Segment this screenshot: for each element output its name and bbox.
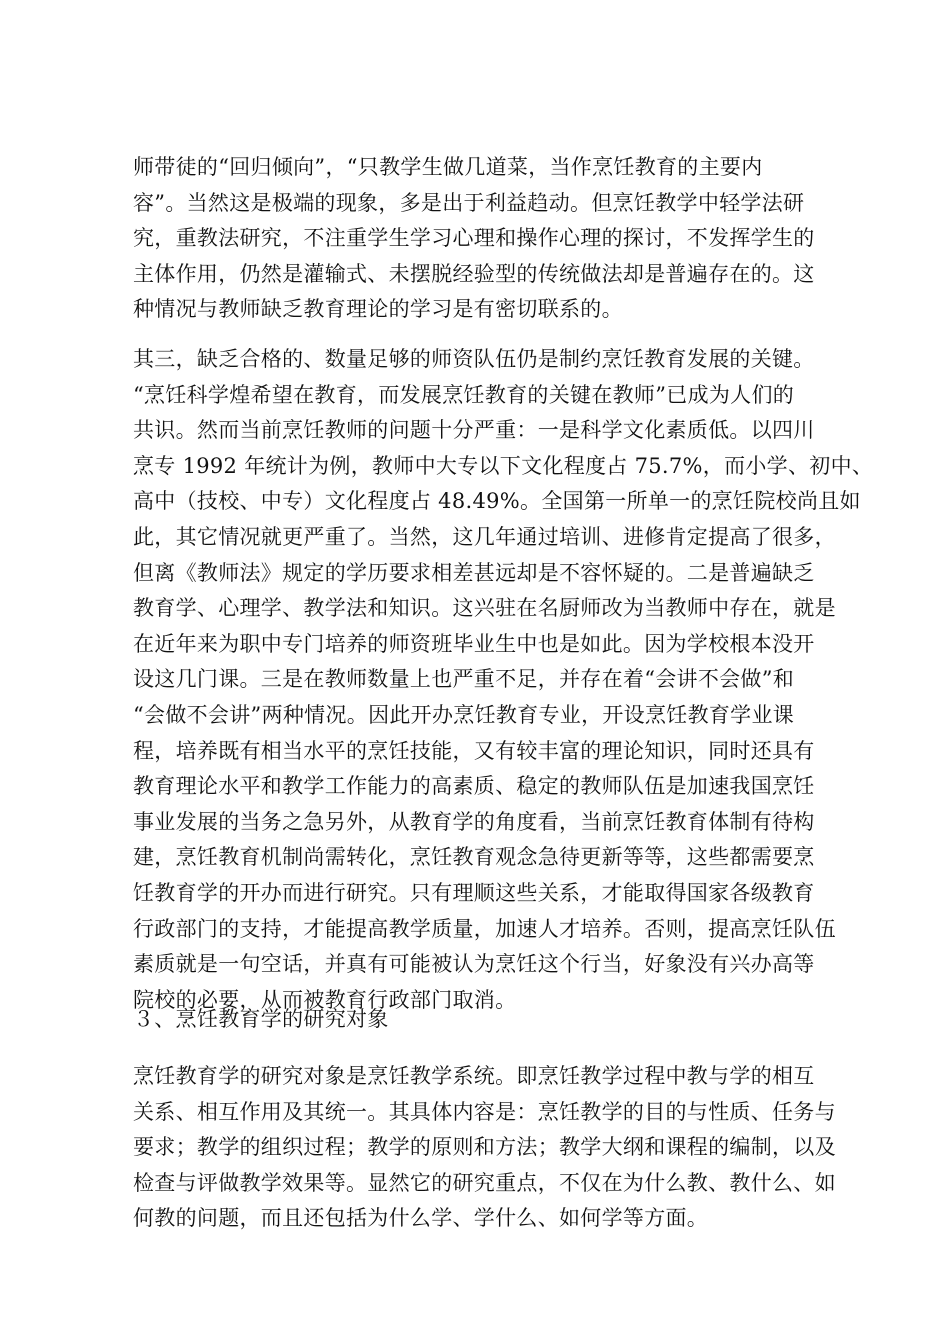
text-line: 共识。然而当前烹饪教师的问题十分严重：一是科学文化素质低。以四川 — [133, 418, 815, 443]
section-heading — [133, 1002, 833, 1038]
text-line: 高中（技校、中专）文化程度占 48.49%。全国第一所单一的烹饪院校尚且如 — [133, 489, 861, 514]
text-line: 但离《教师法》规定的学历要求相差甚远却是不容怀疑的。二是普遍缺乏 — [133, 560, 815, 585]
text-line: 烹饪教育学的研究对象是烹饪教学系统。即烹饪教学过程中教与学的相互 — [133, 1064, 815, 1088]
text-line: 此，其它情况就更严重了。当然，这几年通过培训、进修肯定提高了很多， — [133, 524, 836, 549]
text-line: 行政部门的支持，才能提高教学质量，加速人才培养。否则，提高烹饪队伍 — [133, 916, 836, 941]
paragraph-teaching-method — [133, 150, 833, 328]
text-line: 教育理论水平和教学工作能力的高素质、稳定的教师队伍是加速我国烹饪 — [133, 774, 815, 799]
text-line: “烹饪科学煌希望在教育，而发展烹饪教育的关键在教师”已成为人们的 — [133, 382, 795, 407]
text-line: 事业发展的当务之急另外，从教育学的角度看，当前烹饪教育体制有待构 — [133, 809, 815, 834]
text-line: 素质就是一句空话，并真有可能被认为烹饪这个行当，好象没有兴办高等 — [133, 952, 815, 977]
text-line: 要求；教学的组织过程；教学的原则和方法；教学大纲和课程的编制，以及 — [133, 1135, 836, 1160]
text-line: 师带徒的“回归倾向”，“只教学生做几道菜，当作烹饪教育的主要内 — [133, 155, 763, 179]
text-line: 教育学、心理学、教学法和知识。这兴驻在名厨师改为当教师中存在，就是 — [133, 596, 836, 621]
text-line: 容”。当然这是极端的现象，多是出于利益趋动。但烹饪教学中轻学法研 — [133, 190, 805, 215]
text-line: 程，培养既有相当水平的烹饪技能，又有较丰富的理论知识，同时还具有 — [133, 738, 815, 763]
text-line: 种情况与教师缺乏教育理论的学习是有密切联系的。 — [133, 297, 623, 322]
text-line: 烹专 1992 年统计为例，教师中大专以下文化程度占 75.7%，而小学、初中、 — [133, 453, 874, 478]
text-line: 饪教育学的开办而进行研究。只有理顺这些关系，才能取得国家各级教育 — [133, 880, 815, 905]
text-line: 院校的必要，从而被教育行政部门取消。 — [133, 987, 517, 1012]
text-line: 其三，缺乏合格的、数量足够的师资队伍仍是制约烹饪教育发展的关键。 — [133, 347, 815, 371]
text-line: 检查与评做教学效果等。显然它的研究重点，不仅在为什么教、教什么、如 — [133, 1170, 836, 1195]
text-line: 在近年来为职中专门培养的师资班毕业生中也是如此。因为学校根本没开 — [133, 631, 815, 656]
section-heading-text: ３、烹饪教育学的研究对象 — [133, 1007, 389, 1031]
text-line: 关系、相互作用及其统一。其具体内容是：烹饪教学的目的与性质、任务与 — [133, 1099, 836, 1124]
text-line: 主体作用，仍然是灌输式、未摆脱经验型的传统做法却是普遍存在的。这 — [133, 261, 815, 286]
paragraph-research-object — [133, 1059, 836, 1237]
text-line: “会做不会讲”两种情况。因此开办烹饪教育专业，开设烹饪教育学业课 — [133, 702, 795, 727]
text-line: 究，重教法研究，不注重学生学习心理和操作心理的探讨，不发挥学生的 — [133, 226, 815, 251]
paragraph-teacher-shortage — [133, 342, 874, 1018]
text-line: 设这几门课。三是在教师数量上也严重不足，并存在着“会讲不会做”和 — [133, 667, 795, 692]
text-line: 何教的问题，而且还包括为什么学、学什么、如何学等方面。 — [133, 1206, 709, 1231]
text-line: 建，烹饪教育机制尚需转化，烹饪教育观念急待更新等等，这些都需要烹 — [133, 845, 815, 870]
